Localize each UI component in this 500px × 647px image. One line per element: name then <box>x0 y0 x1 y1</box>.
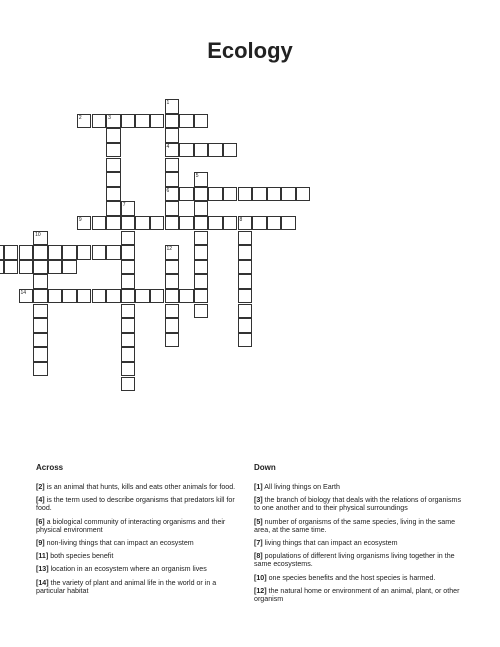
grid-cell[interactable] <box>121 333 136 348</box>
grid-cell[interactable] <box>92 289 107 304</box>
clue-text: location in an ecosystem where an organism lives <box>48 565 207 574</box>
clue-number: [3] <box>254 496 263 505</box>
grid-cell[interactable] <box>238 289 253 304</box>
grid-cell[interactable] <box>165 289 180 304</box>
clue-number: [4] <box>36 496 45 505</box>
grid-cell[interactable] <box>33 245 48 260</box>
clue-number: [12] <box>254 586 267 595</box>
grid-cell[interactable] <box>165 172 180 187</box>
grid-cell[interactable] <box>194 274 209 289</box>
grid-cell[interactable] <box>165 260 180 275</box>
grid-cell[interactable] <box>165 245 180 260</box>
clue-number: [2] <box>36 483 45 491</box>
down-clue <box>254 483 464 491</box>
grid-cell[interactable] <box>267 187 282 202</box>
clue-text: living things that can impact an ecosystem <box>262 539 398 548</box>
clue-text: is the term used to describe organisms that predators kill for food. <box>36 496 235 513</box>
across-clue <box>36 496 246 512</box>
grid-cell[interactable] <box>106 289 121 304</box>
grid-cell[interactable] <box>150 289 165 304</box>
grid-cell[interactable] <box>121 201 136 216</box>
grid-cell[interactable] <box>121 289 136 304</box>
grid-cell[interactable] <box>33 318 48 333</box>
grid-cell[interactable] <box>33 362 48 377</box>
across-heading: Across <box>36 463 64 472</box>
clue-number: 7 <box>122 202 126 209</box>
grid-cell[interactable] <box>135 216 150 231</box>
across-clue <box>36 565 246 573</box>
grid-cell[interactable] <box>19 245 34 260</box>
grid-cell[interactable] <box>252 187 267 202</box>
grid-cell[interactable] <box>179 289 194 304</box>
grid-cell[interactable] <box>121 245 136 260</box>
clue-number: [7] <box>254 539 263 548</box>
clue-number: [6] <box>36 517 45 526</box>
grid-cell[interactable] <box>106 158 121 173</box>
grid-cell[interactable] <box>77 245 92 260</box>
clue-number: 10 <box>35 231 41 238</box>
down-clue <box>254 574 464 582</box>
grid-cell[interactable] <box>121 114 136 129</box>
grid-cell[interactable] <box>33 304 48 319</box>
across-clue <box>36 579 246 595</box>
across-clue <box>36 518 246 534</box>
grid-cell[interactable] <box>62 245 77 260</box>
grid-cell[interactable] <box>33 231 48 246</box>
grid-cell[interactable] <box>296 187 311 202</box>
grid-cell[interactable] <box>208 187 223 202</box>
grid-cell[interactable] <box>194 304 209 319</box>
grid-cell[interactable] <box>121 304 136 319</box>
grid-cell[interactable] <box>77 289 92 304</box>
grid-cell[interactable] <box>121 260 136 275</box>
grid-cell[interactable] <box>121 347 136 362</box>
grid-cell[interactable] <box>194 245 209 260</box>
grid-cell[interactable] <box>121 318 136 333</box>
grid-cell[interactable] <box>238 187 253 202</box>
down-clue <box>254 496 464 512</box>
grid-cell[interactable] <box>106 143 121 158</box>
grid-cell[interactable] <box>223 216 238 231</box>
clue-text: populations of different living organisms living together in the same ecosystems. <box>254 552 455 569</box>
grid-cell[interactable] <box>135 114 150 129</box>
grid-cell[interactable] <box>150 114 165 129</box>
grid-cell[interactable] <box>208 143 223 158</box>
grid-cell[interactable] <box>194 216 209 231</box>
grid-cell[interactable] <box>238 333 253 348</box>
grid-cell[interactable] <box>165 216 180 231</box>
grid-cell[interactable] <box>165 158 180 173</box>
clue-text: the variety of plant and animal life in the world or in a particular habitat <box>36 578 217 595</box>
grid-cell[interactable] <box>194 201 209 216</box>
grid-cell[interactable] <box>106 172 121 187</box>
clue-text: non-living things that can impact an ecosystem <box>44 539 194 548</box>
grid-cell[interactable] <box>179 187 194 202</box>
grid-cell[interactable] <box>121 377 136 392</box>
clue-text: number of organisms of the same species, living in the same area, at the same time. <box>254 517 456 534</box>
grid-cell[interactable] <box>135 289 150 304</box>
down-clue <box>254 518 464 534</box>
grid-cell[interactable] <box>165 187 180 202</box>
clue-number: 12 <box>166 246 173 253</box>
clue-number: [11] <box>36 552 49 561</box>
clue-text: one species benefits and the host species is harmed. <box>266 573 436 582</box>
grid-cell[interactable] <box>121 274 136 289</box>
clue-text: is an animal that hunts, kills and eats other animals for food. <box>44 483 236 491</box>
clue-number: [13] <box>36 565 49 574</box>
grid-cell[interactable] <box>267 216 282 231</box>
grid-cell[interactable] <box>150 216 165 231</box>
grid-cell[interactable] <box>179 114 194 129</box>
grid-cell[interactable] <box>48 289 63 304</box>
grid-cell[interactable] <box>48 260 63 275</box>
grid-cell[interactable] <box>165 304 180 319</box>
clue-number: [1] <box>254 483 263 491</box>
grid-cell[interactable] <box>223 143 238 158</box>
clue-number: [9] <box>36 539 45 548</box>
grid-cell[interactable] <box>92 216 107 231</box>
grid-cell[interactable] <box>62 289 77 304</box>
down-heading: Down <box>254 463 276 472</box>
grid-cell[interactable] <box>77 216 92 231</box>
grid-cell[interactable] <box>238 260 253 275</box>
grid-cell[interactable] <box>19 260 34 275</box>
grid-cell[interactable] <box>238 245 253 260</box>
grid-cell[interactable] <box>165 274 180 289</box>
clue-number: [5] <box>254 517 263 526</box>
grid-cell[interactable] <box>165 99 180 114</box>
clue-number: 2 <box>78 114 82 121</box>
grid-cell[interactable] <box>33 274 48 289</box>
grid-cell[interactable] <box>48 245 63 260</box>
clue-text: the branch of biology that deals with the relations of organisms to one another and to their physical surroundings <box>254 496 462 513</box>
grid-cell[interactable] <box>194 172 209 187</box>
clue-number: 14 <box>20 289 27 296</box>
across-clue-list <box>36 483 246 600</box>
clue-number: 3 <box>108 114 111 121</box>
grid-cell[interactable] <box>165 333 180 348</box>
grid-cell[interactable] <box>179 143 194 158</box>
grid-cell[interactable] <box>194 143 209 158</box>
grid-cell[interactable] <box>106 201 121 216</box>
grid-cell[interactable] <box>238 318 253 333</box>
clue-text: All living things on Earth <box>262 483 340 491</box>
grid-cell[interactable] <box>194 231 209 246</box>
grid-cell[interactable] <box>238 304 253 319</box>
puzzle-title: Ecology <box>207 38 293 63</box>
down-clue <box>254 587 464 603</box>
grid-cell[interactable] <box>194 289 209 304</box>
grid-cell[interactable] <box>165 114 180 129</box>
clue-number: 8 <box>239 216 243 223</box>
grid-cell[interactable] <box>106 128 121 143</box>
clue-number: 6 <box>166 187 170 194</box>
clue-text: a biological community of interacting organisms and their physical environment <box>36 517 226 534</box>
clue-text: the natural home or environment of an animal, plant, or other organism <box>254 586 460 604</box>
grid-cell[interactable] <box>106 245 121 260</box>
grid-cell[interactable] <box>165 143 180 158</box>
grid-cell[interactable] <box>92 245 107 260</box>
grid-cell[interactable] <box>62 260 77 275</box>
grid-cell[interactable] <box>223 187 238 202</box>
across-clue <box>36 483 246 491</box>
across-clue <box>36 552 246 560</box>
grid-cell[interactable] <box>19 289 34 304</box>
clue-number: [10] <box>254 573 267 582</box>
grid-cell[interactable] <box>179 216 194 231</box>
grid-cell[interactable] <box>252 216 267 231</box>
grid-cell[interactable] <box>238 274 253 289</box>
grid-cell[interactable] <box>106 216 121 231</box>
grid-cell[interactable] <box>106 114 121 129</box>
grid-cell[interactable] <box>33 333 48 348</box>
grid-cell[interactable] <box>4 260 19 275</box>
grid-cell[interactable] <box>33 260 48 275</box>
grid-cell[interactable] <box>165 201 180 216</box>
grid-cell[interactable] <box>106 187 121 202</box>
grid-cell[interactable] <box>194 114 209 129</box>
grid-cell[interactable] <box>238 231 253 246</box>
grid-cell[interactable] <box>208 216 223 231</box>
grid-cell[interactable] <box>4 245 19 260</box>
clue-number: 9 <box>78 216 82 223</box>
grid-cell[interactable] <box>281 216 296 231</box>
grid-cell[interactable] <box>92 114 107 129</box>
grid-cell[interactable] <box>165 128 180 143</box>
clue-number: [8] <box>254 552 263 561</box>
grid-cell[interactable] <box>33 289 48 304</box>
grid-cell[interactable] <box>194 260 209 275</box>
grid-cell[interactable] <box>121 362 136 377</box>
grid-cell[interactable] <box>281 187 296 202</box>
grid-cell[interactable] <box>33 347 48 362</box>
grid-cell[interactable] <box>121 231 136 246</box>
grid-cell[interactable] <box>194 187 209 202</box>
across-clue <box>36 539 246 547</box>
clue-number: 1 <box>166 100 170 107</box>
down-clue-list <box>254 483 464 608</box>
clue-text: both species benefit <box>48 552 114 561</box>
grid-cell[interactable] <box>238 216 253 231</box>
grid-cell[interactable] <box>121 216 136 231</box>
clue-number: 5 <box>195 173 199 180</box>
down-clue <box>254 552 464 568</box>
clue-number: 4 <box>166 143 170 150</box>
clue-number: [14] <box>36 578 49 587</box>
down-clue <box>254 539 464 547</box>
grid-cell[interactable] <box>165 318 180 333</box>
grid-cell[interactable] <box>77 114 92 129</box>
